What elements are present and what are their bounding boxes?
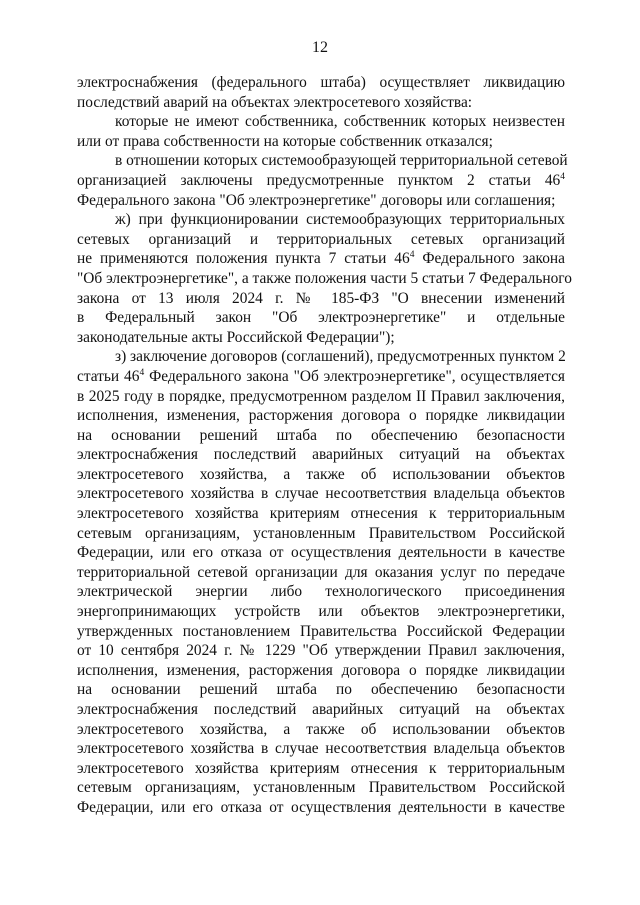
text-line-content: утвержденных постановлением Правительства Российской Федерации xyxy=(77,622,565,640)
text-line-content: на основании решений штаба по обеспечению безопасности xyxy=(77,681,565,699)
text-line xyxy=(77,249,565,269)
text-line xyxy=(77,524,565,544)
text-line xyxy=(77,406,565,426)
text-line-content: электросетевого хозяйства в случае несоответствия владельца объектов xyxy=(77,485,565,503)
text-line xyxy=(77,484,565,504)
text-line-content: сетевым организациям, установленным Правительством Российской xyxy=(77,524,565,542)
text-line xyxy=(77,93,565,113)
text-line xyxy=(77,171,565,191)
text-line-content: Федерального закона "Об электроэнергетике" договоры или соглашения; xyxy=(77,191,556,209)
text-line-content: на основании решений штаба по обеспечению безопасности xyxy=(77,426,565,444)
document-body xyxy=(77,73,572,818)
text-line-content: организацией заключены предусмотренные пунктом 2 статьи 46 xyxy=(77,171,561,189)
text-line xyxy=(77,798,565,818)
text-line xyxy=(77,641,565,661)
text-line-content: или от права собственности на которые собственник отказался; xyxy=(77,132,493,150)
text-line-content: исполнения, изменения, расторжения договора о порядке ликвидации xyxy=(77,407,565,425)
text-line-content: электроснабжения (федерального штаба) осуществляет ликвидацию xyxy=(77,74,565,91)
text-line xyxy=(77,269,572,289)
text-line xyxy=(77,308,565,328)
text-line-content: электросетевого хозяйства, а также об использовании объектов xyxy=(77,465,565,483)
text-line-content: ж) при функционировании системообразующих территориальных xyxy=(115,211,565,229)
text-line xyxy=(77,465,565,485)
text-line xyxy=(77,73,565,93)
superscript: 4 xyxy=(139,367,145,378)
text-line xyxy=(77,445,565,465)
text-line-content: от 10 сентября 2024 г. № 1229 "Об утверждении Правил заключения, xyxy=(77,642,565,660)
text-line xyxy=(77,387,565,407)
text-line xyxy=(77,504,565,524)
text-line xyxy=(77,543,565,563)
page-number: 12 xyxy=(312,39,328,56)
text-line xyxy=(77,367,565,387)
text-line xyxy=(77,347,565,367)
superscript: 4 xyxy=(560,171,565,182)
text-line xyxy=(77,622,565,642)
text-line-continuation: Федерального закона xyxy=(414,250,565,268)
text-line-content: в Федеральный закон "Об электроэнергетике" и отдельные xyxy=(77,309,565,327)
text-line-content: территориальной сетевой организации для оказания услуг по передаче xyxy=(77,563,565,581)
text-line-content: Федерации, или его отказа от осуществления деятельности в качестве xyxy=(77,544,565,562)
text-line-content: "Об электроэнергетике", а также положения части 5 статьи 7 Федерального xyxy=(77,269,572,287)
text-line xyxy=(77,700,565,720)
text-line-content: энергопринимающих устройств или объектов электроэнергетики, xyxy=(77,603,565,621)
text-line-content: сетевым организациям, установленным Правительством Российской xyxy=(77,779,565,797)
text-line xyxy=(77,289,565,309)
text-line xyxy=(77,739,565,759)
text-line xyxy=(77,230,565,250)
text-line xyxy=(77,602,565,622)
text-line-content: з) заключение договоров (соглашений), предусмотренных пунктом 2 xyxy=(115,348,566,366)
text-line xyxy=(77,426,565,446)
text-line-content: статьи 46 xyxy=(77,367,140,385)
text-line-content: закона от 13 июля 2024 г. № 185-ФЗ "О внесении изменений xyxy=(77,289,565,307)
text-line-continuation: Федерального закона "Об электроэнергетике", осуществляется xyxy=(144,367,565,385)
text-line xyxy=(77,582,565,602)
text-line-content: законодательные акты Российской Федерации"); xyxy=(77,328,395,346)
text-line xyxy=(77,680,565,700)
text-line xyxy=(77,191,565,211)
text-line-content: электросетевого хозяйства, а также об использовании объектов xyxy=(77,720,565,738)
text-line-content: электросетевого хозяйства в случае несоответствия владельца объектов xyxy=(77,740,565,758)
text-line xyxy=(77,210,565,230)
text-line-content: Федерации, или его отказа от осуществления деятельности в качестве xyxy=(77,798,565,816)
superscript: 4 xyxy=(409,250,415,261)
text-line xyxy=(77,759,565,779)
text-line xyxy=(77,563,565,583)
text-line xyxy=(77,151,568,171)
text-line-content: электроснабжения последствий аварийных ситуаций на объектах xyxy=(77,446,565,464)
text-line xyxy=(77,778,565,798)
text-line-content: последствий аварий на объектах электросетевого хозяйства: xyxy=(77,93,473,111)
text-line-content: в 2025 году в порядке, предусмотренном разделом II Правил заключения, xyxy=(77,387,565,405)
text-line-content: электроснабжения последствий аварийных ситуаций на объектах xyxy=(77,701,565,718)
text-line xyxy=(77,328,565,348)
text-line-content: сетевых организаций и территориальных сетевых организаций xyxy=(77,230,565,248)
text-line-content: электросетевого хозяйства критериям отнесения к территориальным xyxy=(77,505,565,523)
text-line-content: не применяются положения пункта 7 статьи 46 xyxy=(77,250,410,268)
text-line-content: в отношении которых системообразующей территориальной сетевой xyxy=(115,152,568,170)
text-line-content: электросетевого хозяйства критериям отнесения к территориальным xyxy=(77,759,565,777)
text-line xyxy=(77,661,565,681)
text-line-content: электрической энергии либо технологического присоединения xyxy=(77,583,565,601)
text-line xyxy=(77,112,565,132)
text-line-content: исполнения, изменения, расторжения договора о порядке ликвидации xyxy=(77,661,565,679)
text-line xyxy=(77,132,565,152)
text-line-content: которые не имеют собственника, собственник которых неизвестен xyxy=(115,113,565,131)
text-line xyxy=(77,720,565,740)
